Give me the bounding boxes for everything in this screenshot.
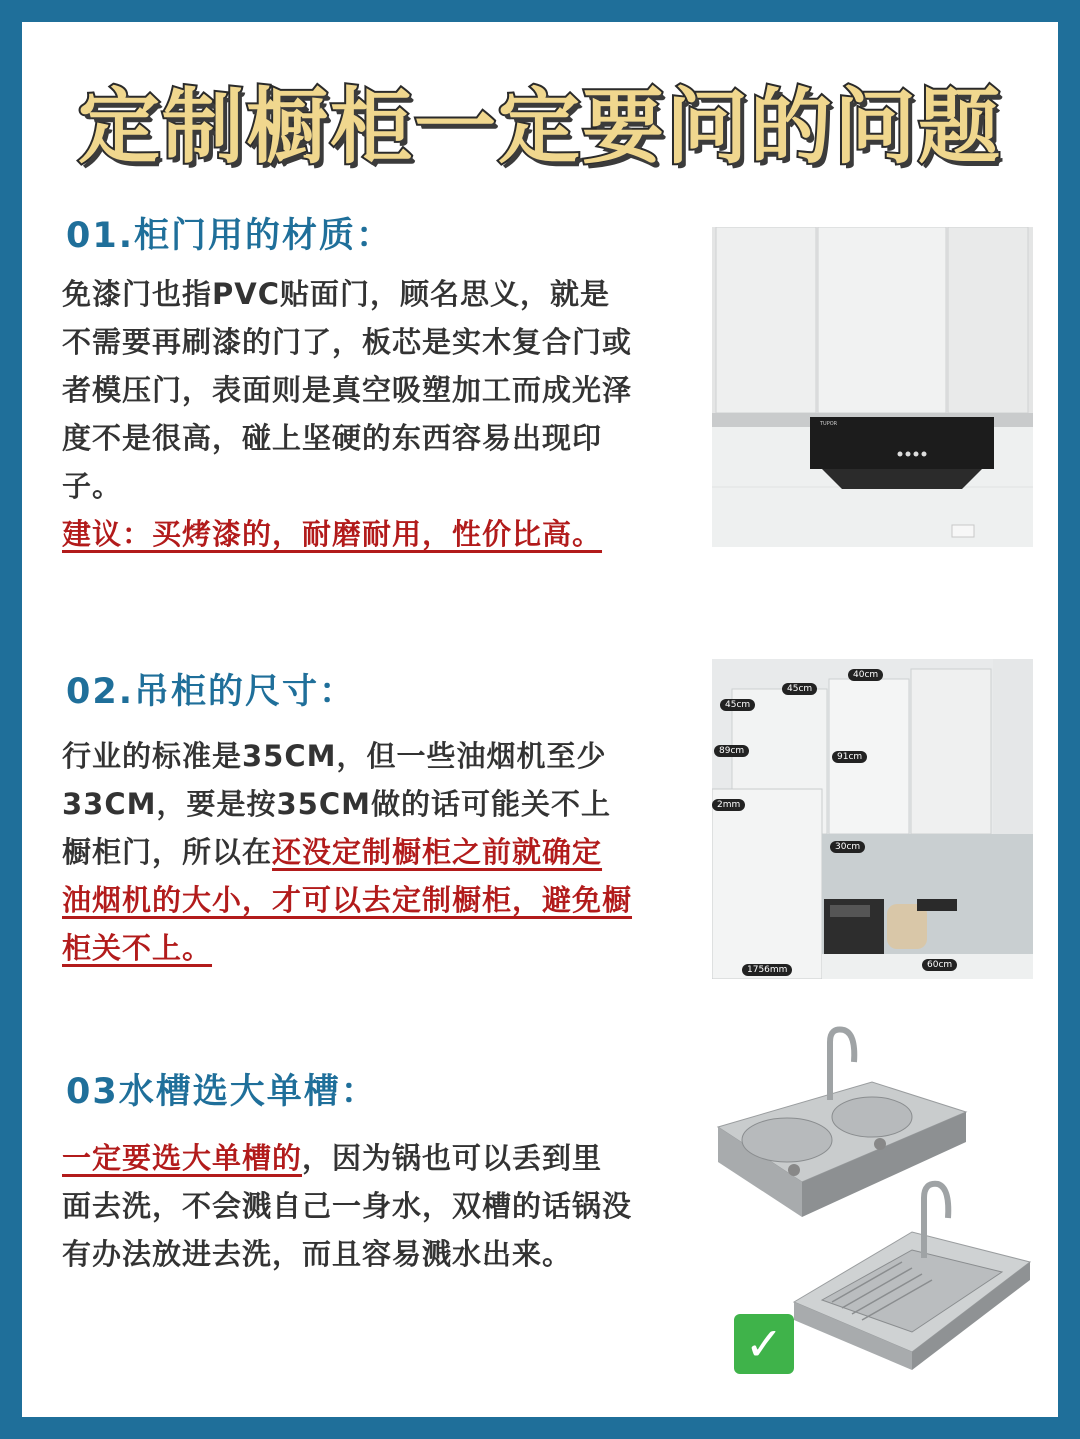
section-2-text: 行业的标准是35CM，但一些油烟机至少33CM，要是按35CM做的话可能关不上橱柜门，所以在 xyxy=(62,739,611,869)
section-2-heading: 02.吊柜的尺寸： xyxy=(66,672,357,712)
section-3-heading: 03水槽选大单槽： xyxy=(66,1072,378,1112)
section-1-text: 免漆门也指PVC贴面门，顾名思义，就是不需要再刷漆的门了，板芯是实木复合门或者模压门，表面则是真空吸塑加工而成光泽度不是很高，碰上坚硬的东西容易出现印子。 xyxy=(62,277,633,503)
dim-label: 40cm xyxy=(848,669,883,681)
dim-label: 2mm xyxy=(712,799,745,811)
page-title: 定制橱柜一定要问的问题 xyxy=(77,80,1002,175)
dim-label: 91cm xyxy=(832,751,867,763)
section-1-body xyxy=(62,270,632,558)
dim-label: 60cm xyxy=(922,959,957,971)
check-icon: ✓ xyxy=(734,1314,794,1374)
cabinet-dimensions-image xyxy=(712,659,1033,979)
dim-label: 45cm xyxy=(720,699,755,711)
section-3-text: ，因为锅也可以丢到里面去洗，不会溅自己一身水，双槽的话锅没有办法放进去洗，而且容易溅水出来。 xyxy=(62,1141,633,1271)
section-3-advice: 一定要选大单槽的 xyxy=(62,1141,303,1175)
cabinet-dimensions-photo xyxy=(712,659,1033,979)
dim-label: 45cm xyxy=(782,683,817,695)
section-3-body xyxy=(62,1134,632,1278)
cabinet-hood-photo xyxy=(712,227,1033,547)
dim-label: 30cm xyxy=(830,841,865,853)
section-2-body xyxy=(62,732,632,972)
section-2-advice: 还没定制橱柜之前就确定油烟机的大小，才可以去定制橱柜，避免橱柜关不上。 xyxy=(62,835,633,965)
dim-label: 89cm xyxy=(714,745,749,757)
dim-label: 1756mm xyxy=(742,964,792,976)
section-1-heading: 01.柜门用的材质： xyxy=(66,216,394,256)
hood-brand: TUPOR xyxy=(820,421,838,427)
cabinet-hood-image xyxy=(712,227,1033,547)
section-1-advice: 建议：买烤漆的，耐磨耐用，性价比高。 xyxy=(62,517,603,551)
content-card xyxy=(22,22,1058,1417)
